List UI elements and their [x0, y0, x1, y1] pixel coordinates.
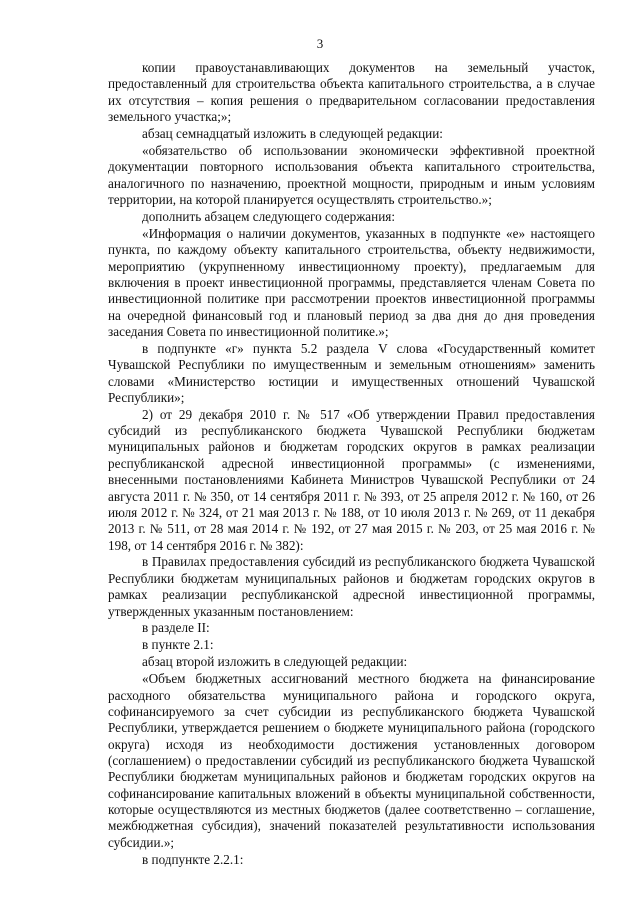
paragraph-rules: в Правилах предоставления субсидий из республиканского бюджета Чувашской Республики бюджетам муниципальных районов и бюджетам городских округов в рамках реализации республиканской адресной инвестиционной программы, утвержденных указанным постановлением: [108, 554, 595, 619]
paragraph-point-2-1: в пункте 2.1: [142, 637, 214, 653]
paragraph-seventeenth-intro: абзац семнадцатый изложить в следующей редакции: [142, 125, 443, 141]
paragraph-add-intro: дополнить абзацем следующего содержания: [142, 208, 396, 224]
document-body [108, 60, 595, 868]
paragraph-section-ii: в разделе II: [142, 620, 210, 636]
paragraph-information: «Информация о наличии документов, указанных в подпункте «е» настоящего пункта, по каждому объекту капитального строительства, объекту недвижимости, мероприятию (укрупненному инвестиционному проекту), предлагаемым для включения в проект инвестиционной программы, представляется членам Совета по инвестиционной политике при рассмотрении проектов инвестиционной программы на очередной финансовый год и плановый период за два дня до дня проведения заседания Совета по инвестиционной политике.»; [108, 225, 595, 339]
page-number: 3 [316, 36, 324, 51]
paragraph-budget-volume: «Объем бюджетных ассигнований местного бюджета на финансирование расходного обязательства муниципального района и городского округа, софинансируемого за счет субсидии из республиканского бюджета Чувашской Республики, утверждается решением о бюджете муниципального района (городского округа) исходя из необходимости достижения установленных договором (соглашением) о предоставлении субсидий из республиканского бюджета Чувашской Республики бюджетам муниципальных районов и бюджетам городских округов на софинансирование капитальных вложений в объекты муниципальной собственности, которые осуществляются из местных бюджетов (далее соответственно – соглашение, межбюджетная субсидия), значений показателей результативности использования субсидии.»; [108, 671, 595, 850]
paragraph-resolution-517: 2) от 29 декабря 2010 г. № 517 «Об утверждении Правил предоставления субсидий из республиканского бюджета Чувашской Республики бюджетам муниципальных районов и бюджетам городских округов в рамках реализации республиканской адресной инвестиционной программы» (с изменениями, внесенными постановлениями Кабинета Министров Чувашской Республики от 24 августа 2011 г. № 350, от 14 сентября 2011 г. № 393, от 25 апреля 2012 г. № 160, от 26 июля 2012 г. № 324, от 21 мая 2013 г. № 188, от 10 июля 2013 г. № 269, от 11 декабря 2013 г. № 511, от 28 мая 2014 г. № 192, от 27 мая 2015 г. № 203, от 25 мая 2016 г. № 198, от 14 сентября 2016 г. № 382): [108, 406, 595, 553]
paragraph-second-intro: абзац второй изложить в следующей редакции: [142, 654, 408, 670]
paragraph-subpoint-g: в подпункте «г» пункта 5.2 раздела V слова «Государственный комитет Чувашской Республики по имущественным и земельным отношениям» заменить словами «Министерство юстиции и имущественных отношений Чувашской Республики»; [108, 340, 595, 405]
paragraph-obligation: «обязательство об использовании экономически эффективной проектной документации повторного использования объекта капитального строительства, аналогичного по назначению, проектной мощности, природным и иным условиям территории, на которой планируется осуществлять строительство.»; [108, 142, 595, 207]
paragraph-subpoint-2-2-1: в подпункте 2.2.1: [142, 851, 244, 867]
paragraph-land-documents: копии правоустанавливающих документов на земельный участок, предоставленный для строительства объекта капитального строительства, а в случае их отсутствия – копия решения о предварительном согласовании предоставления земельного участка;»; [108, 60, 595, 125]
